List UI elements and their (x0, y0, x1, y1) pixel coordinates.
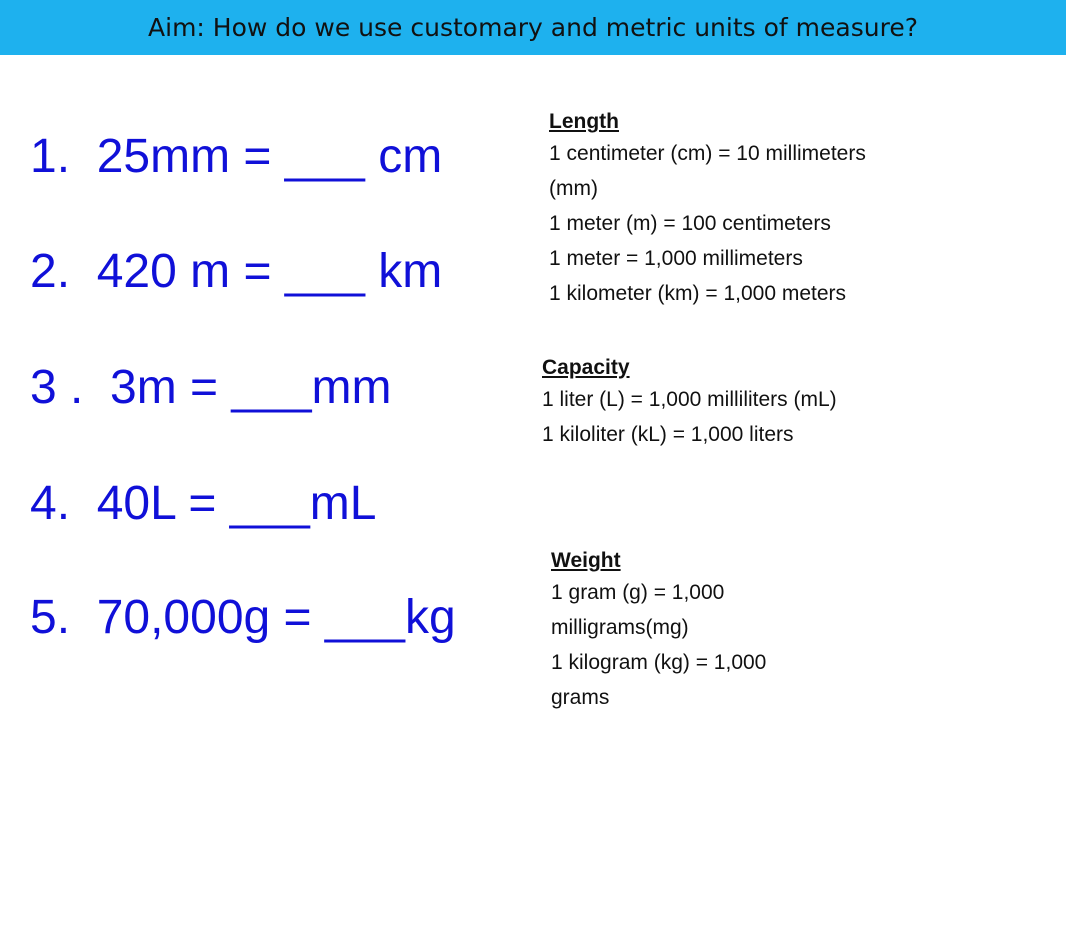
weight-heading: Weight (551, 549, 621, 572)
page-title: Aim: How do we use customary and metric units of measure? (148, 13, 918, 42)
title-bar (0, 0, 1066, 55)
weight-line: 1 gram (g) = 1,000 (551, 581, 725, 604)
capacity-line: 1 kiloliter (kL) = 1,000 liters (542, 423, 794, 446)
weight-reference (551, 547, 766, 715)
weight-line: 1 kilogram (kg) = 1,000 (551, 651, 767, 674)
length-line: 1 meter (m) = 100 centimeters (549, 212, 831, 235)
length-heading: Length (549, 110, 619, 133)
capacity-reference (542, 354, 837, 452)
length-reference (549, 108, 866, 311)
problem-4: 4. 40L = ___mL (30, 477, 377, 530)
weight-line: grams (551, 686, 610, 709)
length-line: (mm) (549, 177, 598, 200)
problem-3: 3 . 3m = ___mm (30, 361, 392, 414)
problem-5: 5. 70,000g = ___kg (30, 591, 456, 644)
weight-line: milligrams(mg) (551, 616, 689, 639)
length-line: 1 meter = 1,000 millimeters (549, 247, 803, 270)
capacity-heading: Capacity (542, 356, 630, 379)
problem-1: 1. 25mm = ___ cm (30, 130, 443, 183)
problem-2: 2. 420 m = ___ km (30, 245, 443, 298)
capacity-line: 1 liter (L) = 1,000 milliliters (mL) (542, 388, 837, 411)
length-line: 1 kilometer (km) = 1,000 meters (549, 282, 847, 305)
length-line: 1 centimeter (cm) = 10 millimeters (549, 142, 866, 165)
